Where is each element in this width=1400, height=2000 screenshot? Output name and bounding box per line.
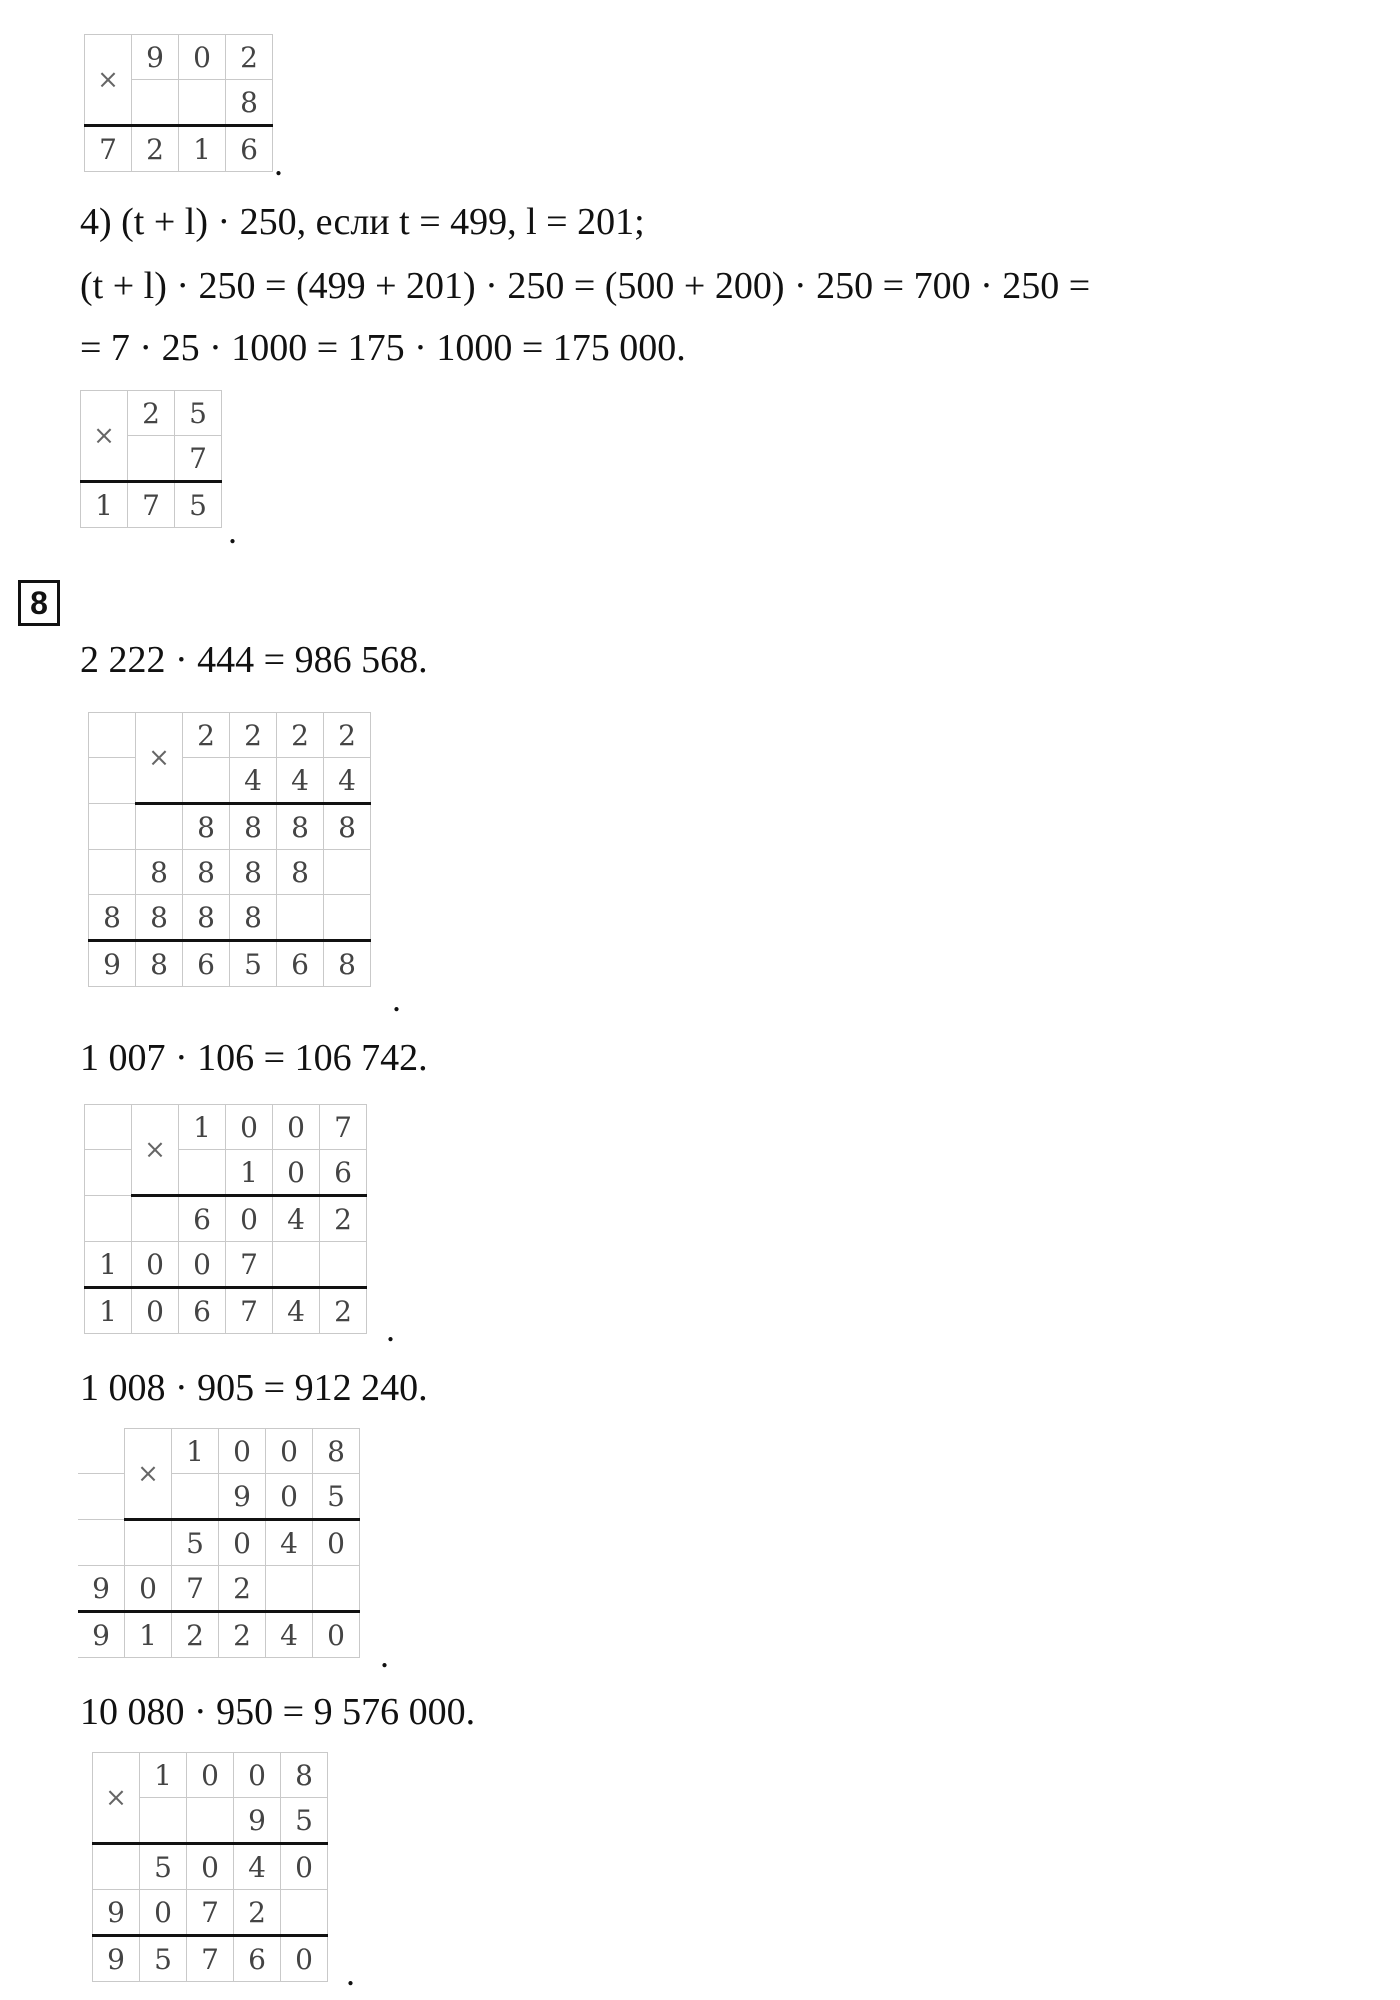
digit (179, 80, 226, 126)
digit (273, 1242, 320, 1288)
digit: 9 (219, 1474, 266, 1520)
times-sign: × (136, 713, 183, 804)
digit: 2 (320, 1196, 367, 1242)
digit: 4 (273, 1288, 320, 1334)
digit: 0 (266, 1429, 313, 1474)
multiplication-grid-1008x905 (78, 1428, 360, 1658)
digit: 7 (187, 1890, 234, 1936)
digit: 6 (179, 1196, 226, 1242)
part4-line1: 4) (t + l) · 250, если t = 499, l = 201; (80, 201, 645, 243)
digit: 7 (128, 482, 175, 528)
digit: 2 (234, 1890, 281, 1936)
digit: 2 (183, 713, 230, 758)
digit: 5 (313, 1474, 360, 1520)
multiplication-grid-25x7 (80, 390, 222, 528)
digit: 4 (266, 1520, 313, 1566)
digit: 1 (81, 482, 128, 528)
multiplication-grid-1008x95 (92, 1752, 328, 1982)
digit: 8 (136, 941, 183, 987)
digit (125, 1520, 172, 1566)
multiplication-grid-2222x444 (88, 712, 371, 987)
digit: 9 (93, 1936, 140, 1982)
digit: 0 (273, 1150, 320, 1196)
digit: 5 (175, 482, 222, 528)
period: . (346, 1953, 355, 1993)
digit (89, 758, 136, 804)
digit: 8 (183, 804, 230, 850)
digit: 0 (132, 1288, 179, 1334)
digit: 0 (219, 1429, 266, 1474)
digit: 2 (230, 713, 277, 758)
digit (132, 1196, 179, 1242)
digit: 2 (320, 1288, 367, 1334)
digit: 0 (187, 1844, 234, 1890)
digit: 4 (324, 758, 371, 804)
digit: 5 (175, 391, 222, 436)
period: . (274, 143, 283, 183)
digit: 7 (175, 436, 222, 482)
multiplication-grid-1007x106 (84, 1104, 367, 1334)
digit: 2 (277, 713, 324, 758)
digit: 1 (179, 126, 226, 172)
digit: 1 (226, 1150, 273, 1196)
digit: 7 (320, 1105, 367, 1150)
multiplication-grid-902x8 (84, 34, 273, 172)
digit (128, 436, 175, 482)
digit: 1 (85, 1288, 132, 1334)
digit (89, 804, 136, 850)
digit: 9 (78, 1566, 125, 1612)
digit (183, 758, 230, 804)
digit: 2 (324, 713, 371, 758)
digit: 4 (273, 1196, 320, 1242)
part4-line2: (t + l) · 250 = (499 + 201) · 250 = (500 + 200) · 250 = 700 · 250 = (80, 265, 1091, 307)
digit: 6 (183, 941, 230, 987)
digit: 9 (93, 1890, 140, 1936)
digit: 8 (89, 895, 136, 941)
digit (93, 1844, 140, 1890)
digit: 2 (226, 35, 273, 80)
digit: 0 (281, 1844, 328, 1890)
digit: 8 (226, 80, 273, 126)
digit: 5 (230, 941, 277, 987)
digit (187, 1798, 234, 1844)
digit: 4 (234, 1844, 281, 1890)
digit: 6 (320, 1150, 367, 1196)
digit: 0 (226, 1196, 273, 1242)
digit: 7 (226, 1242, 273, 1288)
digit (313, 1566, 360, 1612)
digit (281, 1890, 328, 1936)
digit (324, 850, 371, 895)
digit: 7 (187, 1936, 234, 1982)
digit (78, 1474, 125, 1520)
digit: 0 (125, 1566, 172, 1612)
digit: 2 (128, 391, 175, 436)
digit: 7 (226, 1288, 273, 1334)
digit: 8 (136, 850, 183, 895)
digit: 8 (277, 804, 324, 850)
digit: 1 (140, 1753, 187, 1798)
digit: 2 (219, 1612, 266, 1658)
digit: 0 (234, 1753, 281, 1798)
period: . (392, 979, 401, 1019)
digit: 8 (183, 850, 230, 895)
digit: 0 (187, 1753, 234, 1798)
digit: 9 (234, 1798, 281, 1844)
times-sign: × (132, 1105, 179, 1196)
digit: 6 (226, 126, 273, 172)
digit (89, 713, 136, 758)
digit (132, 80, 179, 126)
digit: 2 (219, 1566, 266, 1612)
digit (85, 1150, 132, 1196)
digit (172, 1474, 219, 1520)
digit (85, 1196, 132, 1242)
digit: 6 (234, 1936, 281, 1982)
digit: 0 (226, 1105, 273, 1150)
digit (78, 1520, 125, 1566)
digit: 1 (125, 1612, 172, 1658)
digit: 0 (313, 1520, 360, 1566)
digit: 1 (172, 1429, 219, 1474)
digit: 8 (324, 941, 371, 987)
digit: 6 (179, 1288, 226, 1334)
period: . (386, 1309, 395, 1349)
digit (136, 804, 183, 850)
times-sign: × (81, 391, 128, 482)
digit: 8 (277, 850, 324, 895)
equation-4: 10 080 · 950 = 9 576 000. (80, 1691, 476, 1733)
digit: 0 (132, 1242, 179, 1288)
digit: 7 (85, 126, 132, 172)
digit: 0 (140, 1890, 187, 1936)
digit: 8 (230, 895, 277, 941)
digit: 0 (266, 1474, 313, 1520)
period: . (380, 1635, 389, 1675)
digit: 5 (172, 1520, 219, 1566)
digit: 0 (179, 35, 226, 80)
digit (140, 1798, 187, 1844)
times-sign: × (85, 35, 132, 126)
task-number-badge: 8 (18, 580, 60, 626)
digit: 8 (230, 804, 277, 850)
equation-2: 1 007 · 106 = 106 742. (80, 1037, 428, 1079)
digit: 0 (219, 1520, 266, 1566)
equation-3: 1 008 · 905 = 912 240. (80, 1367, 428, 1409)
digit: 2 (132, 126, 179, 172)
digit: 1 (85, 1242, 132, 1288)
digit: 0 (281, 1936, 328, 1982)
digit: 2 (172, 1612, 219, 1658)
digit: 9 (89, 941, 136, 987)
digit: 6 (277, 941, 324, 987)
digit (324, 895, 371, 941)
digit: 0 (313, 1612, 360, 1658)
equation-1: 2 222 · 444 = 986 568. (80, 639, 428, 681)
digit: 0 (273, 1105, 320, 1150)
digit (266, 1566, 313, 1612)
digit (179, 1150, 226, 1196)
digit: 8 (136, 895, 183, 941)
digit: 8 (313, 1429, 360, 1474)
digit: 4 (277, 758, 324, 804)
digit (85, 1105, 132, 1150)
digit: 8 (230, 850, 277, 895)
part4-line3: = 7 · 25 · 1000 = 175 · 1000 = 175 000. (80, 327, 686, 369)
times-sign: × (93, 1753, 140, 1844)
digit: 8 (183, 895, 230, 941)
digit: 1 (179, 1105, 226, 1150)
digit (320, 1242, 367, 1288)
digit: 4 (266, 1612, 313, 1658)
digit: 5 (140, 1844, 187, 1890)
period: . (228, 511, 237, 551)
digit: 4 (230, 758, 277, 804)
digit: 9 (78, 1612, 125, 1658)
digit: 8 (324, 804, 371, 850)
times-sign: × (125, 1429, 172, 1520)
digit (277, 895, 324, 941)
digit (78, 1429, 125, 1474)
digit: 5 (281, 1798, 328, 1844)
digit: 8 (281, 1753, 328, 1798)
digit (89, 850, 136, 895)
digit: 0 (179, 1242, 226, 1288)
digit: 9 (132, 35, 179, 80)
digit: 7 (172, 1566, 219, 1612)
digit: 5 (140, 1936, 187, 1982)
